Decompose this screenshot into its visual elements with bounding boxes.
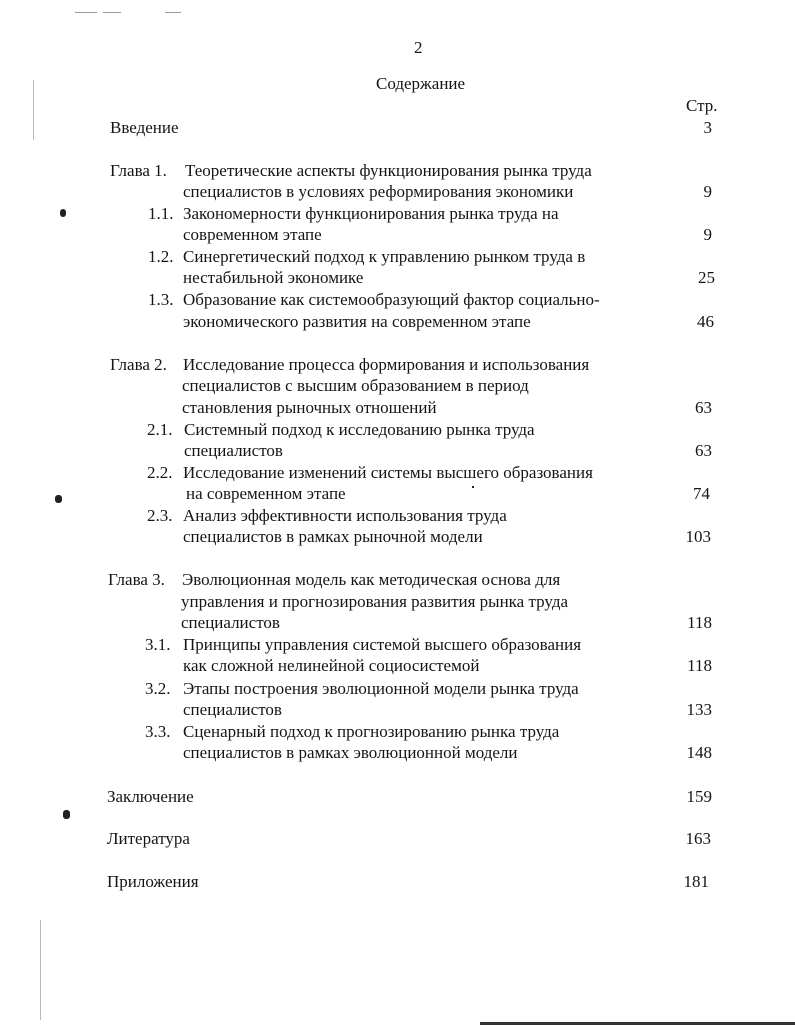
toc-conclusion-label: Заключение bbox=[107, 787, 194, 806]
toc-title: Содержание bbox=[376, 74, 466, 93]
section-title-line: современном этапе bbox=[183, 225, 322, 244]
chapter-title-line: Теоретические аспекты функционирования рынка труда bbox=[185, 161, 592, 180]
section-number: 2.3. bbox=[147, 506, 173, 525]
section-title-line: специалистов в рамках эволюционной модели bbox=[183, 743, 518, 762]
toc-intro-page: 3 bbox=[703, 118, 712, 137]
chapter-title-line: специалистов bbox=[181, 613, 280, 632]
section-title-line: специалистов bbox=[184, 441, 283, 460]
section-number: 1.2. bbox=[148, 247, 174, 266]
section-page: 9 bbox=[703, 225, 712, 244]
section-title-line: на современном этапе bbox=[186, 484, 346, 503]
toc-conclusion-page: 159 bbox=[686, 787, 712, 806]
section-number: 1.3. bbox=[148, 290, 174, 309]
page-column-label: Стр. bbox=[686, 96, 718, 115]
section-title-line: Сценарный подход к прогнозированию рынка труда bbox=[183, 722, 560, 741]
chapter-label: Глава 2. bbox=[110, 355, 167, 374]
chapter-label: Глава 3. bbox=[108, 570, 165, 589]
section-page: 148 bbox=[686, 743, 712, 762]
section-page: 133 bbox=[686, 700, 712, 719]
section-number: 2.1. bbox=[147, 420, 173, 439]
chapter-title-line: Исследование процесса формирования и использования bbox=[183, 355, 590, 374]
toc-intro-label: Введение bbox=[110, 118, 179, 137]
chapter-title-line: Эволюционная модель как методическая основа для bbox=[182, 570, 561, 589]
chapter-title-line: специалистов с высшим образованием в период bbox=[182, 376, 529, 395]
section-title-line: Закономерности функционирования рынка труда на bbox=[183, 204, 559, 223]
section-title-line: Образование как системообразующий фактор социально- bbox=[183, 290, 600, 309]
chapter-page: 63 bbox=[695, 398, 712, 417]
section-title-line: Этапы построения эволюционной модели рынка труда bbox=[183, 679, 579, 698]
chapter-title-line: управления и прогнозирования развития рынка труда bbox=[181, 592, 569, 611]
chapter-title-line: специалистов в условиях реформирования экономики bbox=[183, 182, 574, 201]
section-title-line: нестабильной экономике bbox=[183, 268, 364, 287]
page-number: 2 bbox=[414, 38, 423, 57]
section-title-line: экономического развития на современном этапе bbox=[183, 312, 531, 331]
section-title-line: как сложной нелинейной социосистемой bbox=[183, 656, 480, 675]
section-page: 74 bbox=[693, 484, 710, 503]
section-title-line: специалистов bbox=[183, 700, 282, 719]
toc-appendices-page: 181 bbox=[683, 872, 709, 891]
section-page: 63 bbox=[695, 441, 712, 460]
section-number: 1.1. bbox=[148, 204, 174, 223]
section-page: 118 bbox=[687, 656, 712, 675]
toc-appendices-label: Приложения bbox=[107, 872, 199, 891]
section-number: 3.2. bbox=[145, 679, 171, 698]
section-title-line: Системный подход к исследованию рынка труда bbox=[184, 420, 535, 439]
section-title-line: Анализ эффективности использования труда bbox=[183, 506, 507, 525]
section-title-line: специалистов в рамках рыночной модели bbox=[183, 527, 483, 546]
chapter-label: Глава 1. bbox=[110, 161, 167, 180]
section-number: 3.3. bbox=[145, 722, 171, 741]
toc-literature-page: 163 bbox=[685, 829, 711, 848]
chapter-page: 9 bbox=[703, 182, 712, 201]
toc-literature-label: Литература bbox=[107, 829, 190, 848]
chapter-title-line: становления рыночных отношений bbox=[182, 398, 437, 417]
section-number: 3.1. bbox=[145, 635, 171, 654]
section-page: 25 bbox=[698, 268, 715, 287]
section-title-line: Синергетический подход к управлению рынком труда в bbox=[183, 247, 586, 266]
section-page: 46 bbox=[697, 312, 714, 331]
section-title-line: Исследование изменений системы высшего образования bbox=[183, 463, 593, 482]
section-page: 103 bbox=[685, 527, 711, 546]
chapter-page: 118 bbox=[687, 613, 712, 632]
section-number: 2.2. bbox=[147, 463, 173, 482]
section-title-line: Принципы управления системой высшего образования bbox=[183, 635, 582, 654]
